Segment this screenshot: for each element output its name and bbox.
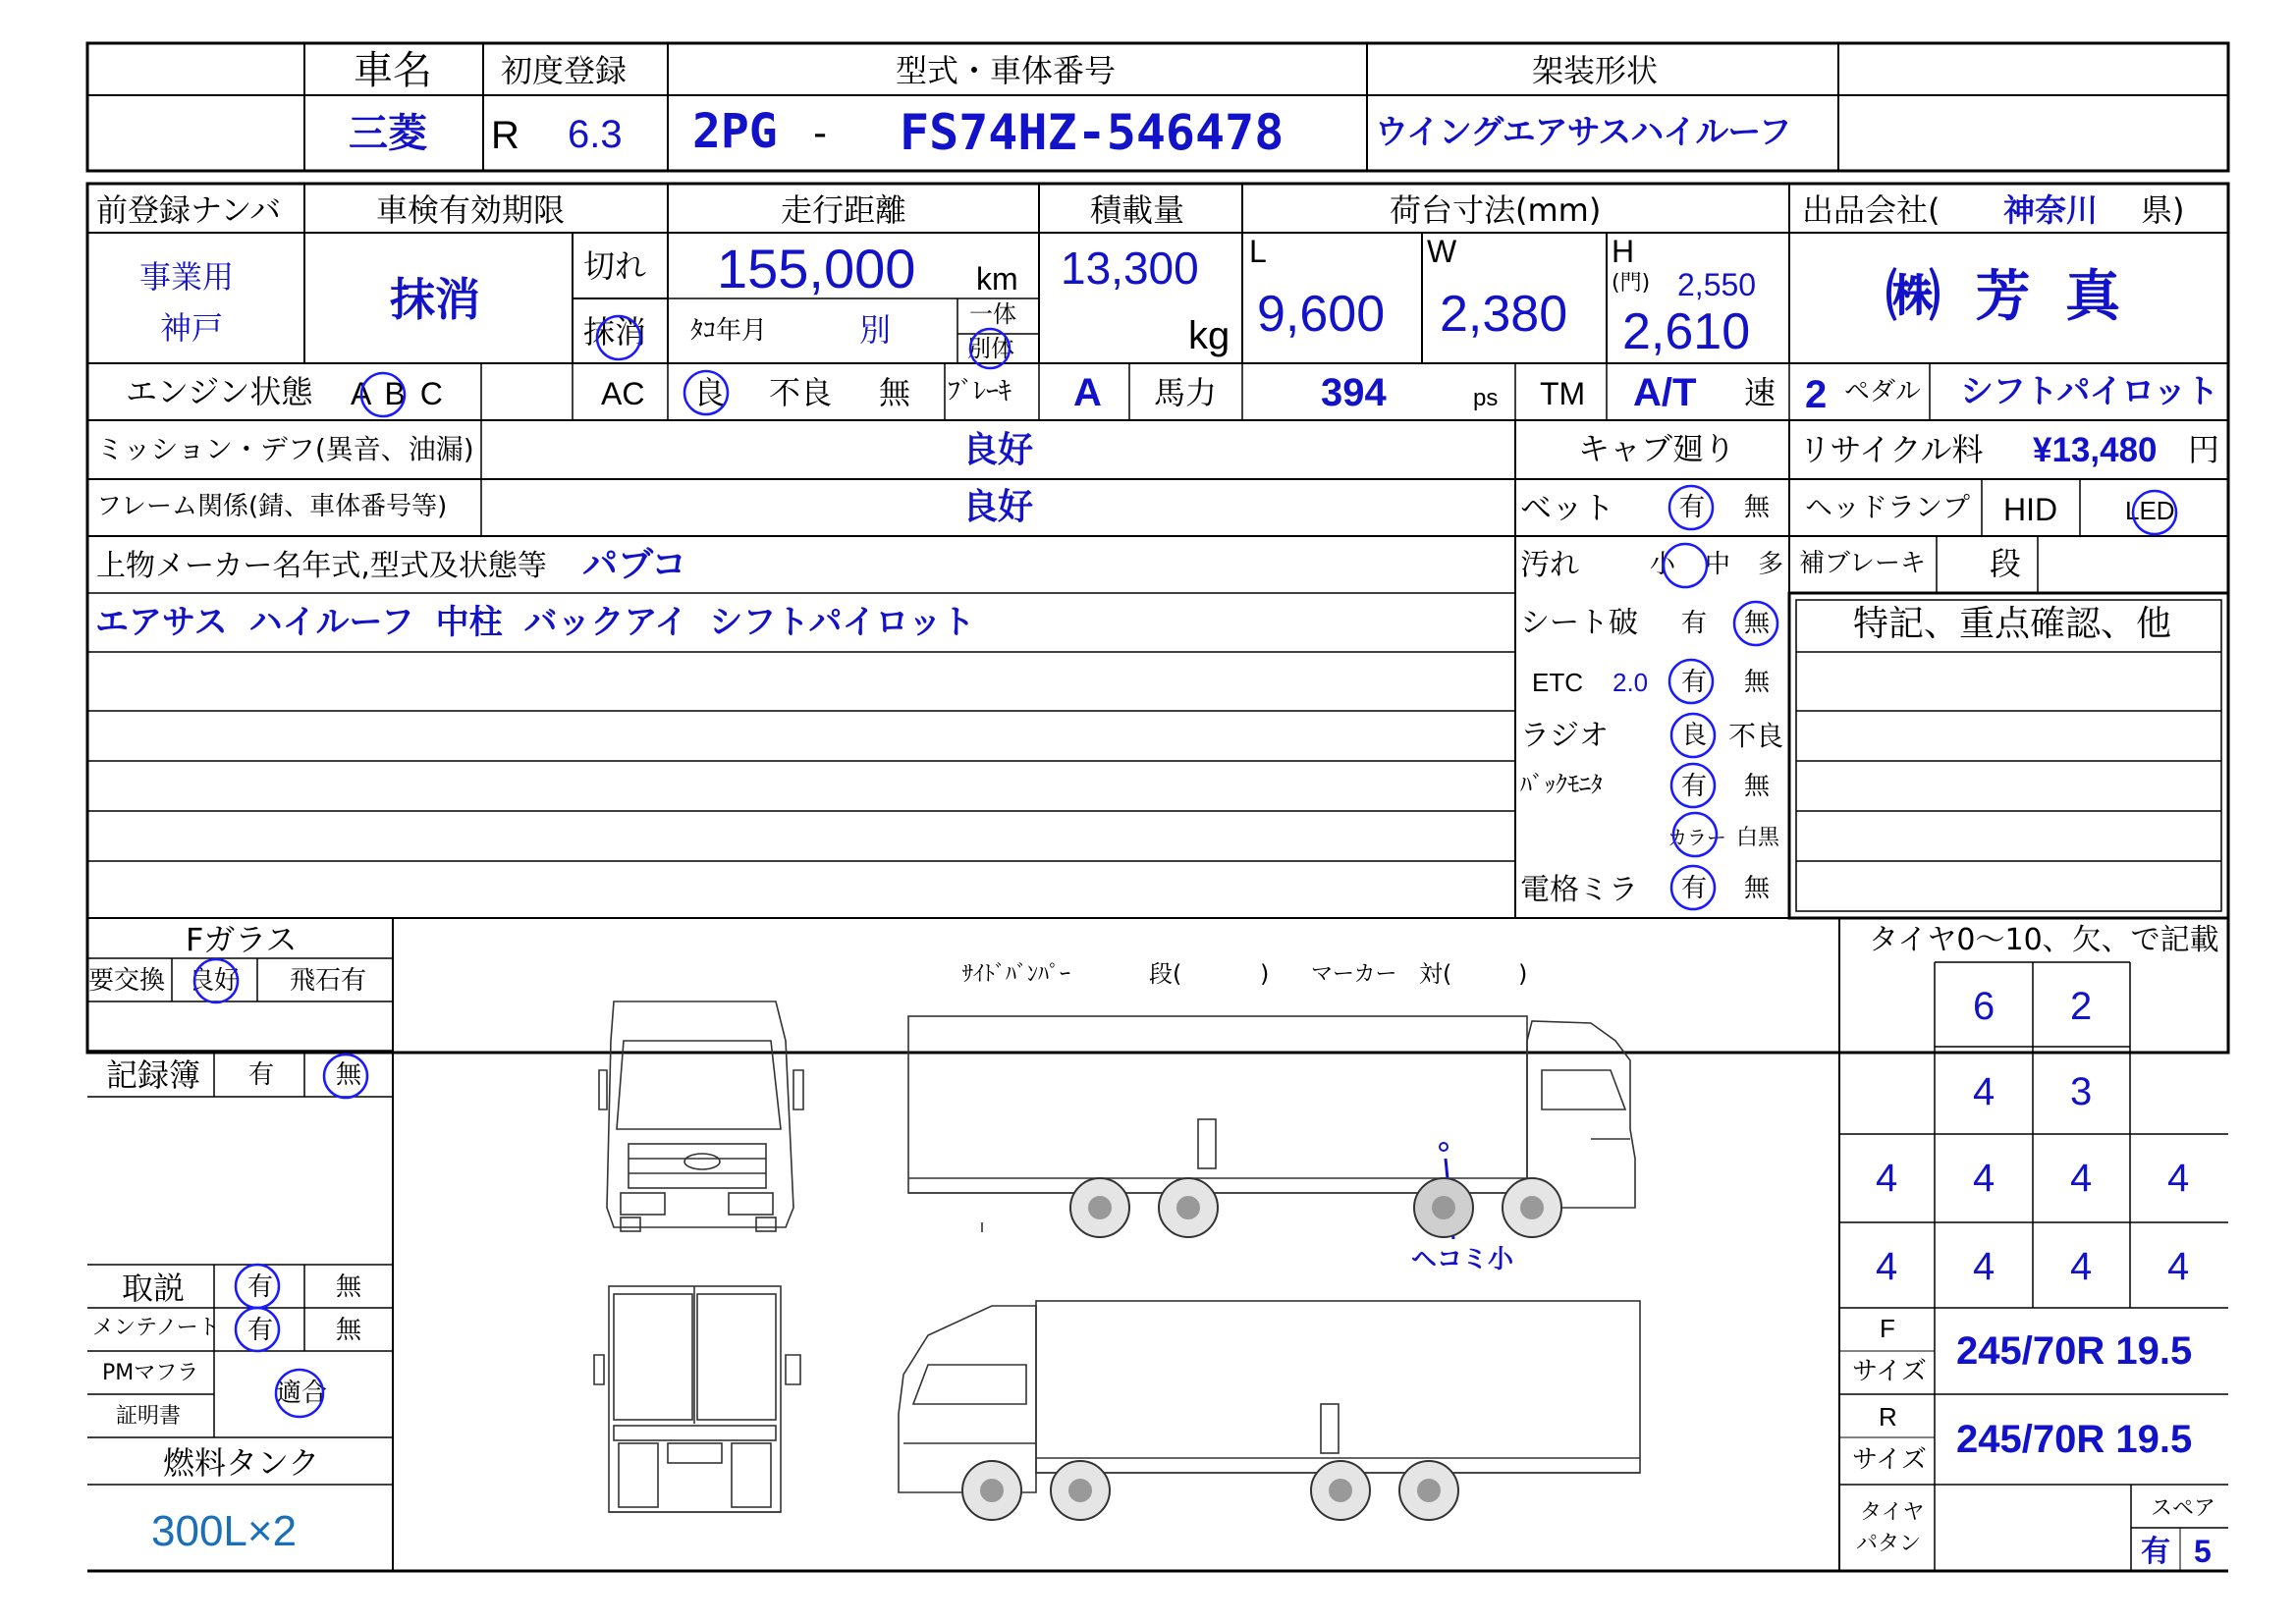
tm-value: A/T xyxy=(1633,371,1697,414)
cab-bed-label: ベット xyxy=(1520,489,1615,526)
bed-W-value: 2,380 xyxy=(1440,286,1568,343)
cab-dirt-label: 汚れ xyxy=(1520,548,1579,582)
load-unit: kg xyxy=(1188,314,1230,357)
cab-title: キャブ廻り xyxy=(1578,430,1736,467)
recycle-value: ¥13,480 xyxy=(2033,431,2158,469)
seller-pref: 神奈川 xyxy=(2003,191,2099,229)
circle-engine-a xyxy=(361,373,405,416)
frame-value: 良好 xyxy=(962,487,1034,527)
engine-options: A B C xyxy=(351,376,446,411)
marker-close: ) xyxy=(1518,960,1528,988)
cab-seat-yes: 有 xyxy=(1681,609,1708,638)
cab-seat-label: シート破 xyxy=(1520,606,1638,640)
maint-label: メンテノート xyxy=(92,1316,220,1340)
expired-label: 切れ xyxy=(583,247,647,285)
cab-radio-bad: 不良 xyxy=(1728,720,1784,752)
tacho-label: ﾀｺ年月 xyxy=(690,316,768,346)
tire-title: タイヤ0〜10、欠、で記載 xyxy=(1869,923,2219,957)
spare-value: 有 xyxy=(2141,1535,2170,1569)
cab-mirror-label: 電格ミラ xyxy=(1520,873,1638,907)
inspection-label: 車検有効期限 xyxy=(376,191,566,229)
bed-H-value: 2,610 xyxy=(1622,303,1751,360)
spare-count: 5 xyxy=(2194,1534,2212,1569)
record-label: 記録簿 xyxy=(106,1056,201,1094)
aux-brake-label: 補ブレーキ xyxy=(1799,549,1926,578)
circle-etc-yes xyxy=(1669,660,1713,703)
tacho-integrated: 一体 xyxy=(969,300,1016,328)
ac-bad: 不良 xyxy=(769,374,833,411)
tire-r-size: 245/70R 19.5 xyxy=(1956,1418,2193,1461)
pedal-value: 2 xyxy=(1805,373,1828,416)
pm-value: 適合 xyxy=(276,1379,328,1408)
cab-monitor-yes: 有 xyxy=(1681,772,1708,801)
prev-plate-label: 前登録ナンバ xyxy=(96,191,282,229)
manual-no: 無 xyxy=(336,1272,362,1302)
circle-manual-yes xyxy=(236,1265,279,1308)
circle-bed-yes xyxy=(1669,486,1713,529)
manual-label: 取説 xyxy=(122,1270,186,1307)
circle-radio-good xyxy=(1671,714,1715,757)
fglass-good: 良好 xyxy=(189,966,241,996)
tire-r-size-label: サイズ xyxy=(1852,1445,1927,1475)
cab-dirt-small: 小 xyxy=(1650,550,1676,579)
tire-front-1-1: 6 xyxy=(1973,985,1995,1028)
bed-L-value: 9,600 xyxy=(1257,286,1386,343)
car-name: 三菱 xyxy=(349,111,427,156)
upper-label: 上物メーカー名年式,型式及状態等 xyxy=(96,549,547,583)
circle-fglass-good xyxy=(194,959,238,1002)
brake-value: A xyxy=(1073,371,1102,414)
hp-value: 394 xyxy=(1321,371,1387,414)
cab-etc-label: ETC xyxy=(1532,668,1583,697)
marker-label: マーカー xyxy=(1311,962,1397,987)
mission-value: 良好 xyxy=(962,430,1034,470)
fglass-label: Fガラス xyxy=(186,921,298,958)
circle-tacho-separate xyxy=(970,329,1010,368)
tire-rear-1-3: 4 xyxy=(2070,1157,2093,1200)
cab-mirror-no: 無 xyxy=(1744,874,1771,903)
seller-name: ㈱ 芳 真 xyxy=(1886,265,2128,329)
inspection-value: 抹消 xyxy=(390,273,480,326)
body-label: 架装形状 xyxy=(1532,52,1659,89)
cab-dirt-medium: 中 xyxy=(1705,550,1731,579)
load-label: 積載量 xyxy=(1090,191,1185,229)
prev-plate-line1: 事業用 xyxy=(139,258,235,296)
circle-dirt xyxy=(1664,544,1707,587)
ac-none: 無 xyxy=(879,374,911,411)
bumper-step: 段( xyxy=(1149,960,1182,988)
cab-etc-version: 2.0 xyxy=(1613,668,1649,697)
notes-title: 特記、重点確認、他 xyxy=(1853,604,2172,644)
tire-f-label: F xyxy=(1880,1314,1895,1343)
prev-plate-line2: 神戸 xyxy=(160,309,224,347)
circle-seat-no xyxy=(1734,602,1777,645)
spare-label: スペア xyxy=(2151,1496,2216,1521)
dent-note: ヘコミ小 xyxy=(1411,1245,1514,1274)
record-no: 無 xyxy=(336,1060,362,1090)
hp-label: 馬力 xyxy=(1154,374,1218,411)
bed-dim-label: 荷台寸法(mm) xyxy=(1390,191,1602,229)
mileage-unit: km xyxy=(976,261,1018,297)
tire-rear-2-3: 4 xyxy=(2070,1245,2093,1288)
headlamp-led: LED xyxy=(2125,496,2175,525)
upper-maker: パブコ xyxy=(582,545,687,585)
recycle-unit: 円 xyxy=(2188,431,2220,468)
seller-label-post: 県) xyxy=(2141,191,2185,229)
tire-rear-2-2: 4 xyxy=(1973,1245,1995,1288)
cab-mirror-yes: 有 xyxy=(1681,874,1708,903)
cab-bed-yes: 有 xyxy=(1679,493,1706,522)
bumper-close: ) xyxy=(1260,960,1270,988)
tire-r-label: R xyxy=(1879,1402,1897,1432)
shift-value: シフトパイロット xyxy=(1960,372,2218,411)
tire-f-size: 245/70R 19.5 xyxy=(1956,1329,2193,1373)
model-dash: - xyxy=(808,111,833,156)
body-type: ウイングエアサスハイルーフ xyxy=(1375,113,1791,152)
ac-good: 良 xyxy=(693,374,726,411)
bumper-label: ｻｲﾄﾞﾊﾞﾝﾊﾟｰ xyxy=(962,962,1071,987)
fuel-label: 燃料タンク xyxy=(163,1444,320,1482)
mileage-label: 走行距離 xyxy=(781,191,907,229)
mileage-value: 155,000 xyxy=(717,238,916,299)
tire-rear-2-1: 4 xyxy=(1876,1245,1898,1288)
brake-label: ﾌﾞﾚｰｷ xyxy=(948,377,1012,406)
bed-H-label: H xyxy=(1612,234,1635,269)
cab-etc-yes: 有 xyxy=(1681,668,1708,697)
car-name-label: 車名 xyxy=(354,48,432,93)
bed-H-gate-label: (門) xyxy=(1612,271,1651,296)
first-reg-label: 初度登録 xyxy=(501,52,628,89)
tacho-separate: 別体 xyxy=(967,335,1014,362)
maint-no: 無 xyxy=(336,1316,362,1345)
hp-unit: ps xyxy=(1473,385,1499,411)
aux-brake-value: 段 xyxy=(1990,545,2022,582)
fglass-replace: 要交換 xyxy=(88,966,166,996)
fglass-chip: 飛石有 xyxy=(290,966,367,996)
ac-label: AC xyxy=(601,376,645,411)
frame-label: フレーム関係(錆、車体番号等) xyxy=(96,492,448,521)
circle-mirror-yes xyxy=(1671,866,1715,909)
mission-label: ミッション・デフ(異音、油漏) xyxy=(96,433,474,465)
circle-record-no xyxy=(324,1055,367,1098)
tire-rear-1-4: 4 xyxy=(2167,1157,2190,1200)
tire-rear-1-1: 4 xyxy=(1876,1157,1898,1200)
tire-front-2-2: 3 xyxy=(2070,1070,2093,1113)
seller-label-pre: 出品会社( xyxy=(1802,191,1941,229)
tire-f-size-label: サイズ xyxy=(1852,1357,1927,1386)
pm-label-1: PMマフラ xyxy=(102,1361,199,1385)
circle-led xyxy=(2133,491,2176,534)
model-prefix: 2PG xyxy=(692,104,778,159)
tire-pattern-label-1: タイヤ xyxy=(1860,1500,1925,1525)
maint-yes: 有 xyxy=(247,1316,274,1345)
model-number: FS74HZ-546478 xyxy=(900,104,1285,161)
cancelled-label: 抹消 xyxy=(583,313,647,351)
first-reg-era: R xyxy=(491,114,519,157)
tire-rear-2-4: 4 xyxy=(2167,1245,2190,1288)
tire-front-1-2: 2 xyxy=(2070,985,2093,1028)
circle-maint-yes xyxy=(236,1308,279,1351)
pm-label-2: 証明書 xyxy=(116,1404,182,1429)
headlamp-hid: HID xyxy=(2003,492,2058,527)
fuel-value: 300L×2 xyxy=(151,1507,298,1555)
recycle-label: リサイクル料 xyxy=(1799,431,1984,468)
manual-yes: 有 xyxy=(247,1272,274,1302)
cab-seat-no: 無 xyxy=(1744,609,1771,638)
cab-bed-no: 無 xyxy=(1744,493,1771,522)
cab-monitor-no: 無 xyxy=(1744,772,1771,801)
cab-monitor-label: ﾊﾞｯｸﾓﾆﾀ xyxy=(1520,771,1603,798)
cab-monitor-color: カラー xyxy=(1667,826,1726,849)
bed-L-label: L xyxy=(1249,234,1267,269)
cab-radio-good: 良 xyxy=(1681,721,1708,750)
circle-ac-good xyxy=(684,371,728,414)
circle-monitor-yes xyxy=(1671,764,1715,807)
tire-front-2-1: 4 xyxy=(1973,1070,1995,1113)
cab-dirt-many: 多 xyxy=(1758,550,1784,579)
bed-H-gate-value: 2,550 xyxy=(1677,267,1757,302)
circle-monitor-color xyxy=(1673,813,1717,856)
tm-label: TM xyxy=(1540,376,1586,411)
engine-label: エンジン状態 xyxy=(126,373,313,410)
speed-label: 速 xyxy=(1744,374,1777,411)
upper-details: エアサス ハイルーフ 中柱 バックアイ シフトパイロット xyxy=(95,603,975,642)
tire-pattern-label-2: パタン xyxy=(1856,1532,1922,1556)
bed-W-label: W xyxy=(1427,234,1457,269)
circle-cancelled xyxy=(597,316,640,359)
circle-pm-ok xyxy=(276,1370,323,1417)
headlamp-label: ヘッドランプ xyxy=(1805,491,1971,523)
pedal-label: ペダル xyxy=(1844,377,1922,406)
first-reg-value: 6.3 xyxy=(568,113,623,156)
cab-monitor-bw: 白黒 xyxy=(1736,826,1780,850)
tacho-value: 別 xyxy=(859,311,892,349)
tire-rear-1-2: 4 xyxy=(1973,1157,1995,1200)
model-label: 型式・車体番号 xyxy=(896,52,1117,89)
cab-etc-no: 無 xyxy=(1744,668,1771,697)
marker-pair: 対( xyxy=(1419,960,1452,988)
load-value: 13,300 xyxy=(1061,243,1199,294)
record-yes: 有 xyxy=(248,1060,275,1090)
cab-radio-label: ラジオ xyxy=(1520,719,1609,753)
